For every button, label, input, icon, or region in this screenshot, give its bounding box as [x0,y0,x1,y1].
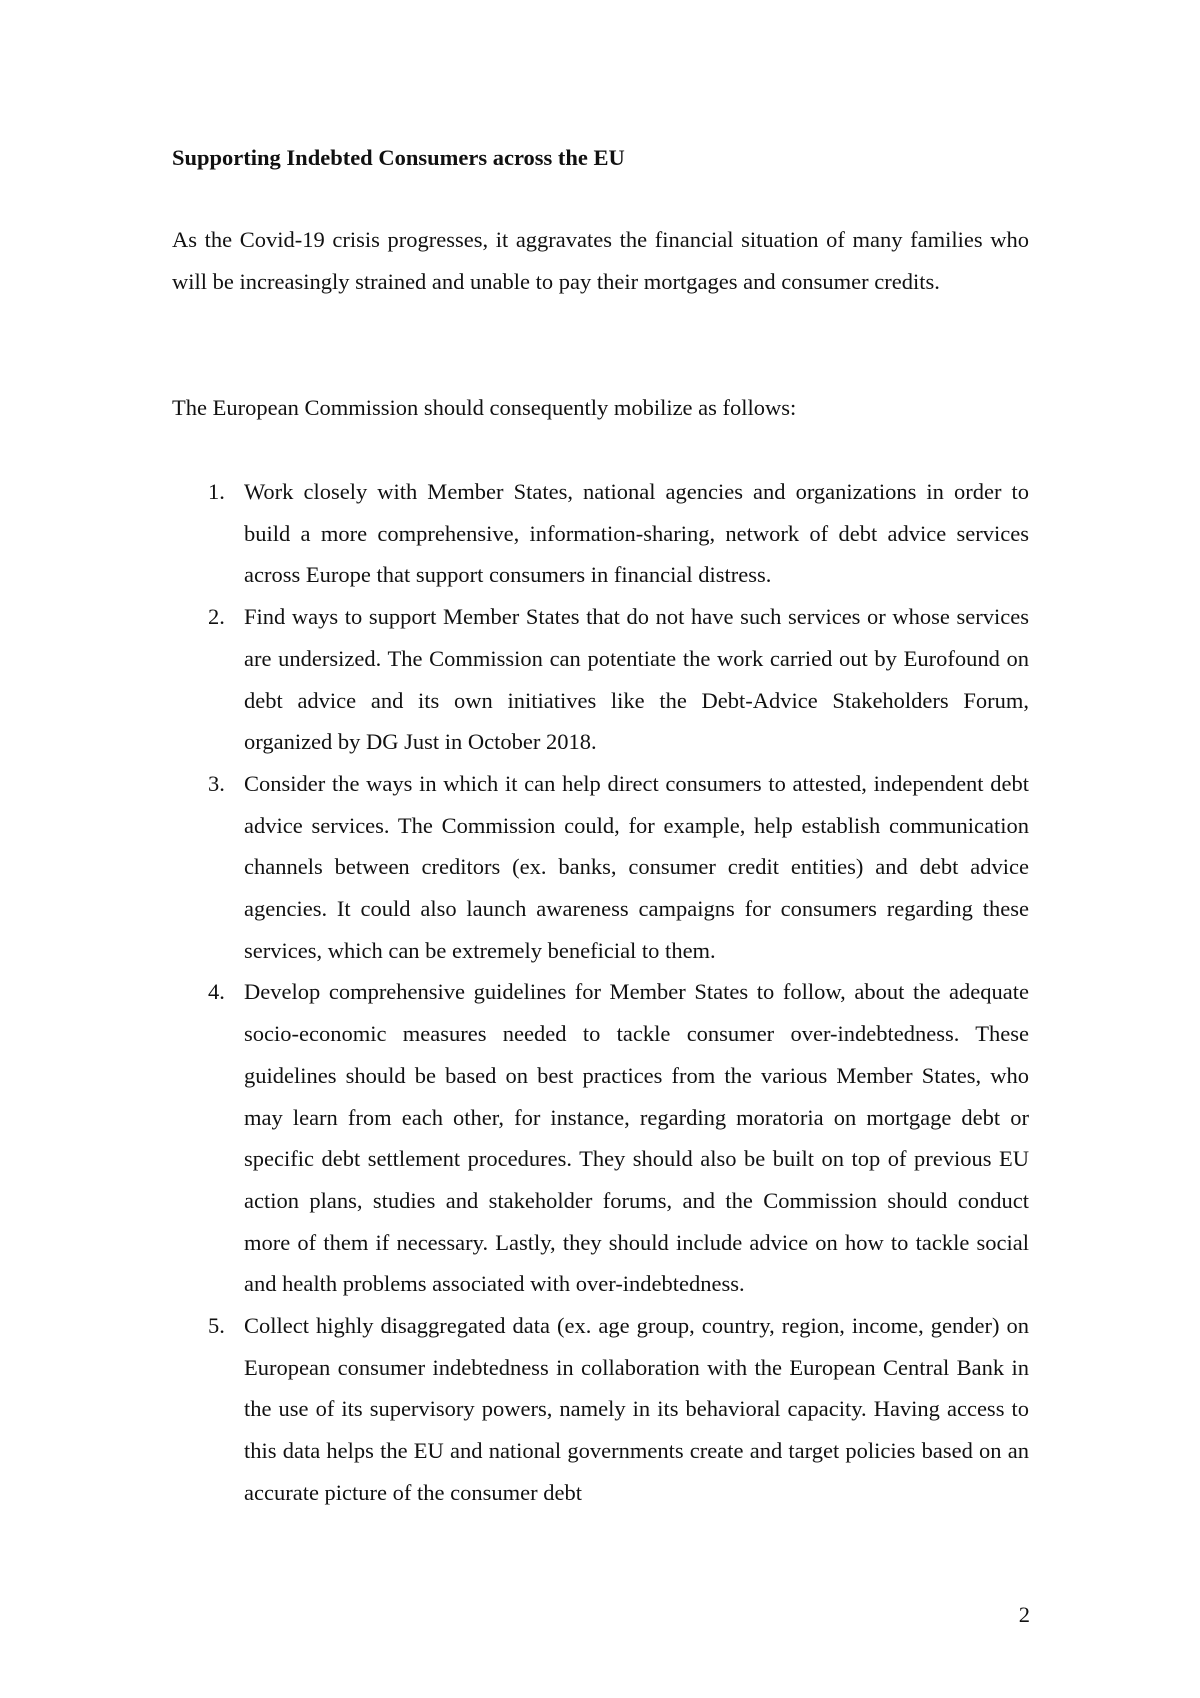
recommendation-list [172,471,1029,1514]
list-item-text: Collect highly disaggregated data (ex. age group, country, region, income, gender) on European consumer indebtedness in collaboration with the European Central Bank in the use of its supervisory powers, namely in its behavioral capacity. Having access to this data helps the EU and national governments create and target policies based on an accurate picture of the consumer debt [244,1313,1029,1505]
lead-paragraph: The European Commission should consequently mobilize as follows: [172,395,797,420]
list-item-text: Work closely with Member States, national agencies and organizations in order to build a more comprehensive, information-sharing, network of debt advice services across Europe that support consumers in financial distress. [244,479,1029,588]
intro-paragraph: As the Covid-19 crisis progresses, it aggravates the financial situation of many families who will be increasingly strained and unable to pay their mortgages and consumer credits. [172,227,1029,294]
list-item [172,1305,1029,1514]
list-item-text: Find ways to support Member States that do not have such services or whose services are undersized. The Commission can potentiate the work carried out by Eurofound on debt advice and its own initiatives like the Debt-Advice Stakeholders Forum, organized by DG Just in October 2018. [244,604,1029,755]
list-item [172,763,1029,972]
list-item-number: 2. [208,604,225,630]
list-item [172,971,1029,1305]
list-item-number: 4. [208,979,225,1005]
list-item-number: 5. [208,1313,225,1339]
list-item [172,596,1029,763]
list-item-text: Consider the ways in which it can help direct consumers to attested, independent debt advice services. The Commission could, for example, help establish communication channels between creditors (ex. banks, consumer credit entities) and debt advice agencies. It could also launch awareness campaigns for consumers regarding these services, which can be extremely beneficial to them. [244,770,1029,963]
page-number: 2 [1018,1602,1030,1627]
document-title: Supporting Indebted Consumers across the EU [172,145,625,170]
list-item-text: Develop comprehensive guidelines for Member States to follow, about the adequate socio-economic measures needed to tackle consumer over-indebtedness. These guidelines should be based on best practices from the various Member States, who may learn from each other, for instance, regarding moratoria on mortgage debt or specific debt settlement procedures. They should also be built on top of previous EU action plans, studies and stakeholder forums, and the Commission should conduct more of them if necessary. Lastly, they should include advice on how to tackle social and health problems associated with over-indebtedness. [244,979,1029,1297]
list-item-number: 3. [208,770,225,796]
list-item-number: 1. [208,479,225,504]
list-item [172,471,1029,596]
